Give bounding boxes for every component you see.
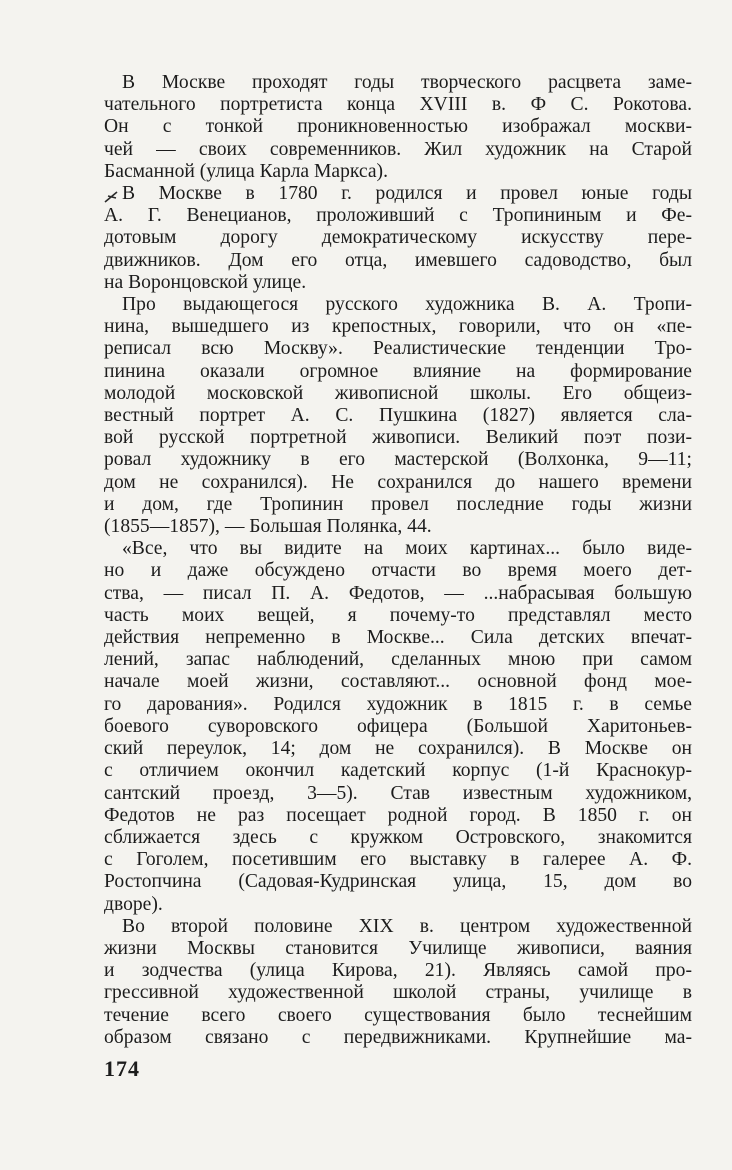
text-line: начале моей жизни, составляют... основной фонд мое- bbox=[104, 671, 692, 693]
text-line: Во второй половине XIX в. центром художественной bbox=[122, 915, 692, 937]
text-line: но и даже обсуждено отчасти во время моего дет- bbox=[104, 560, 692, 582]
text-line: Федотов не раз посещает родной город. В 1850 г. он bbox=[104, 804, 692, 826]
text-line: реписал всю Москву». Реалистические тенденции Тро- bbox=[104, 338, 692, 360]
text-line: и зодчества (улица Кирова, 21). Являясь самой про- bbox=[104, 960, 692, 982]
text-line: сближается здесь с кружком Островского, знакомится bbox=[104, 826, 692, 848]
text-line: сантский проезд, 3—5). Став известным художником, bbox=[104, 782, 692, 804]
paragraph bbox=[104, 538, 692, 915]
text-line: лений, запас наблюдений, сделанных мною при самом bbox=[104, 649, 692, 671]
page-number: 174 bbox=[104, 1056, 140, 1081]
text-line: боевого суворовского офицера (Большой Харитоньев- bbox=[104, 715, 692, 737]
text-line: (1855—1857), — Большая Полянка, 44. bbox=[104, 516, 432, 538]
text-line: часть моих вещей, я почему-то представлял место bbox=[104, 604, 692, 626]
text-line: дотовым дорогу демократическому искусству пере- bbox=[104, 227, 692, 249]
text-line: молодой московской живописной школы. Его общеиз- bbox=[104, 382, 692, 404]
text-line: образом связано с передвижниками. Крупнейшие ма- bbox=[104, 1026, 692, 1048]
text-line: чательного портретиста конца XVIII в. Ф С. Рокотова. bbox=[104, 94, 692, 116]
text-line: пинина оказали огромное влияние на формирование bbox=[104, 360, 692, 382]
text-line: движников. Дом его отца, имевшего садоводство, был bbox=[104, 249, 692, 271]
text-line: дворе). bbox=[104, 893, 163, 915]
text-line: вестный портрет А. С. Пушкина (1827) является сла- bbox=[104, 405, 692, 427]
paragraph bbox=[104, 294, 692, 538]
text-line: вой русской портретной живописи. Великий поэт пози- bbox=[104, 427, 692, 449]
text-line: «Все, что вы видите на моих картинах... было виде- bbox=[122, 538, 692, 560]
text-line: жизни Москвы становится Училище живописи, ваяния bbox=[104, 937, 692, 959]
text-line: дом не сохранился). Не сохранился до нашего времени bbox=[104, 471, 692, 493]
text-line: Ростопчина (Садовая-Кудринская улица, 15, дом во bbox=[104, 871, 692, 893]
text-line: действия непременно в Москве... Сила детских впечат- bbox=[104, 627, 692, 649]
paragraph bbox=[104, 183, 692, 294]
paragraph bbox=[104, 916, 692, 1049]
text-line: и дом, где Тропинин провел последние годы жизни bbox=[104, 493, 692, 515]
text-line: на Воронцовской улице. bbox=[104, 271, 307, 293]
text-line: ства, — писал П. А. Федотов, — ...набрасывая большую bbox=[104, 582, 692, 604]
body-text bbox=[104, 72, 692, 1049]
text-line: В Москве проходят годы творческого расцвета заме- bbox=[122, 72, 692, 93]
text-line: го дарования». Родился художник в 1815 г. в семье bbox=[104, 693, 692, 715]
text-line: Басманной (улица Карла Маркса). bbox=[104, 160, 388, 182]
paragraph bbox=[104, 72, 692, 183]
text-line: с отличием окончил кадетский корпус (1-й Краснокур- bbox=[104, 760, 692, 782]
text-line: ровал художнику в его мастерской (Волхонка, 9—11; bbox=[104, 449, 692, 471]
text-line: с Гоголем, посетившим его выставку в галерее А. Ф. bbox=[104, 849, 692, 871]
text-line: ский переулок, 14; дом не сохранился). В Москве он bbox=[104, 738, 692, 760]
text-line: А. Г. Венецианов, проложивший с Тропининым и Фе- bbox=[104, 205, 692, 227]
text-line: грессивной художественной школой страны, училище в bbox=[104, 982, 692, 1004]
text-line: Про выдающегося русского художника В. А. Тропи- bbox=[122, 294, 692, 316]
text-line: нина, вышедшего из крепостных, говорили, что он «пе- bbox=[104, 316, 692, 338]
text-line: В Москве в 1780 г. родился и провел юные годы bbox=[122, 183, 692, 205]
text-line: Он с тонкой проникновенностью изображал москви- bbox=[104, 116, 692, 138]
text-line: течение всего своего существования было теснейшим bbox=[104, 1004, 692, 1026]
text-line: чей — своих современников. Жил художник на Старой bbox=[104, 138, 692, 160]
